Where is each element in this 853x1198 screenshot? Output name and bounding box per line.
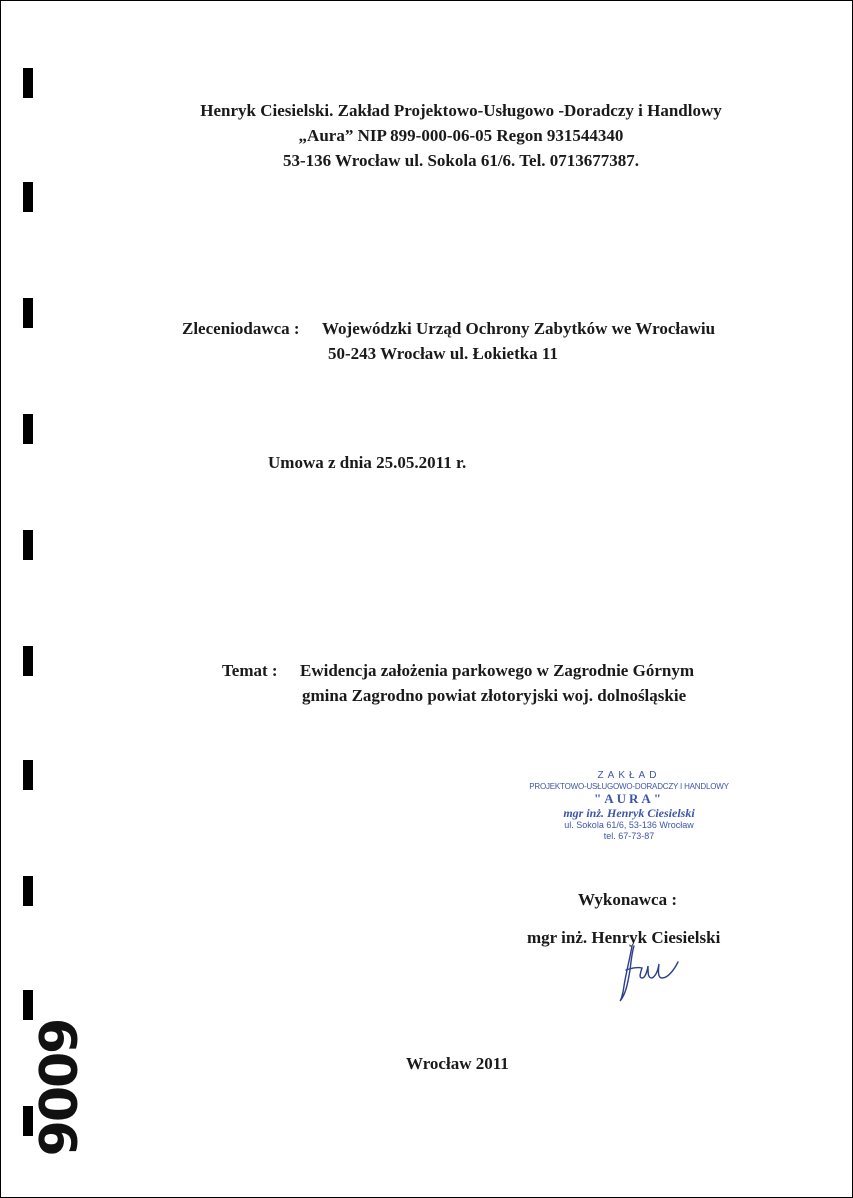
company-header-line: Henryk Ciesielski. Zakład Projektowo-Usługowo -Doradczy i Handlowy [200, 101, 722, 120]
company-header [0, 98, 853, 173]
stamp-title: ZAKŁAD [597, 770, 661, 781]
stamp-phone: tel. 67-73-87 [603, 831, 655, 841]
client-name: Wojewódzki Urząd Ochrony Zabytków we Wrocławiu [322, 319, 716, 338]
binding-mark [23, 760, 33, 790]
company-header-line: „Aura” NIP 899-000-06-05 Regon 931544340 [298, 126, 624, 145]
binding-mark [23, 298, 33, 328]
contract-date: Umowa z dnia 25.05.2011 r. [268, 453, 467, 472]
client-address: 50-243 Wrocław ul. Łokietka 11 [328, 344, 558, 363]
company-stamp [518, 770, 740, 842]
contractor-label: Wykonawca : [578, 890, 678, 909]
binding-mark [23, 876, 33, 906]
signature-image [612, 938, 682, 1008]
binding-mark [23, 414, 33, 444]
binding-mark [23, 530, 33, 560]
stamp-address: ul. Sokola 61/6, 53-136 Wrocław [564, 820, 694, 830]
topic-line: Ewidencja założenia parkowego w Zagrodnie Górnym [300, 661, 694, 680]
stamp-company: PROJEKTOWO-USŁUGOWO-DORADCZY I HANDLOWY [529, 782, 729, 791]
topic-block [222, 658, 694, 708]
stamp-brand: "AURA" [594, 791, 664, 806]
binding-mark [23, 990, 33, 1020]
client-block [182, 316, 715, 366]
stamp-person: mgr inż. Henryk Ciesielski [563, 806, 695, 820]
binding-mark [23, 68, 33, 98]
company-header-line: 53-136 Wrocław ul. Sokola 61/6. Tel. 0713677387. [282, 151, 640, 170]
city-year: Wrocław 2011 [406, 1054, 509, 1073]
topic-label: Temat : [222, 661, 278, 680]
topic-line: gmina Zagrodno powiat złotoryjski woj. dolnośląskie [302, 686, 687, 705]
handwritten-number: 9009 [30, 1019, 90, 1157]
binding-mark [23, 646, 33, 676]
client-label: Zleceniodawca : [182, 319, 300, 338]
binding-mark [23, 182, 33, 212]
contractor-name: mgr inż. Henryk Ciesielski [527, 928, 721, 947]
